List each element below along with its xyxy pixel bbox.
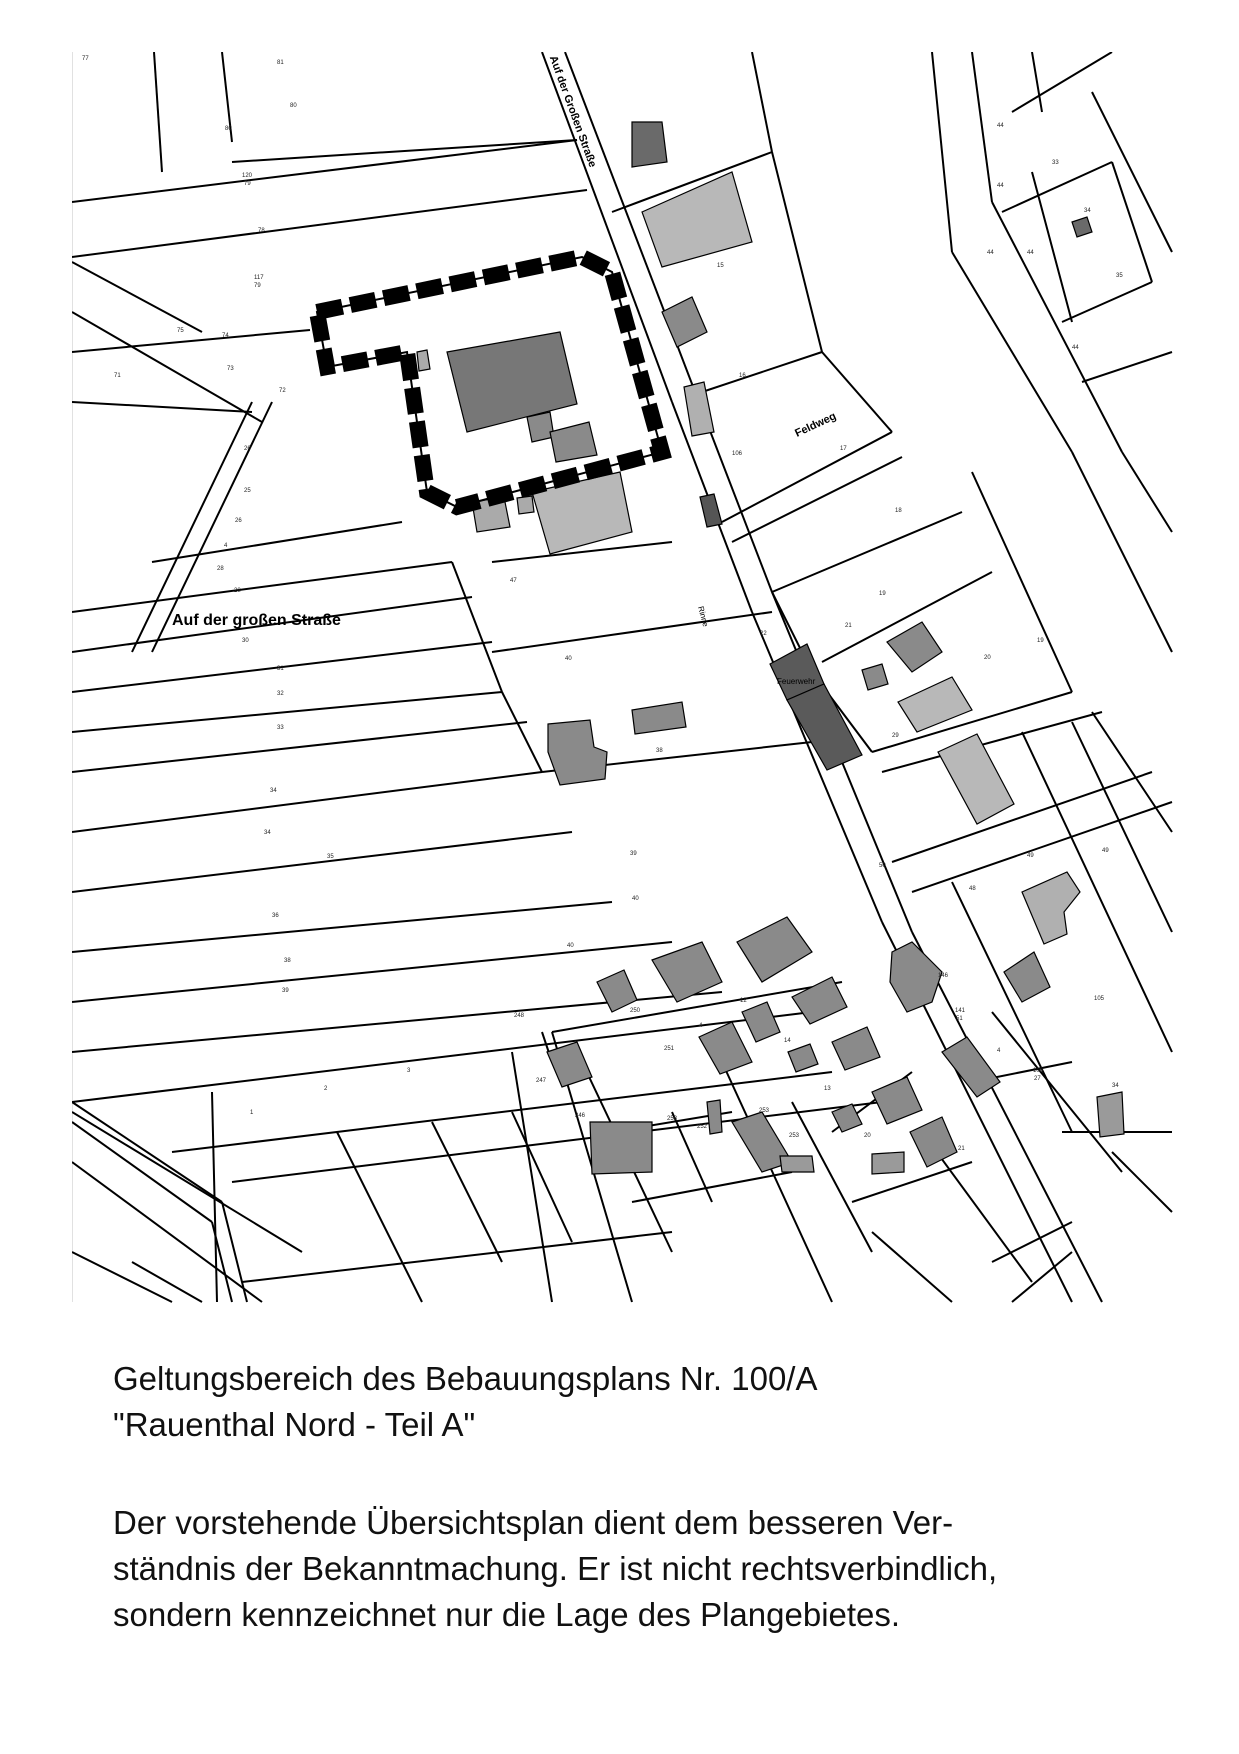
parcel-number: 79 — [254, 283, 261, 289]
parcel-number: 146 — [938, 973, 949, 979]
building — [597, 970, 637, 1012]
main-road — [542, 52, 1102, 1302]
building — [550, 422, 597, 462]
building — [887, 622, 942, 672]
parcel-number: 4 — [997, 1048, 1001, 1054]
parcel-number: 44 — [997, 183, 1004, 189]
parcel-number: 33 — [277, 725, 284, 731]
parcel-number: 1 — [250, 1110, 254, 1116]
parcel-number: 44 — [1072, 345, 1079, 351]
plan-disclaimer — [113, 1500, 1173, 1638]
building — [1072, 217, 1092, 237]
building — [872, 1152, 904, 1174]
parcel-number: 16 — [739, 373, 746, 379]
plan-title-line2: "Rauenthal Nord - Teil A" — [113, 1406, 476, 1443]
parcel-number: 106 — [732, 451, 743, 457]
building — [662, 297, 707, 347]
parcel-number: 38 — [284, 958, 291, 964]
parcel-number: 40 — [632, 896, 639, 902]
parcel-number: 28 — [234, 588, 241, 594]
parcel-number: 105 — [1094, 996, 1105, 1002]
parcel-number: 38 — [656, 748, 663, 754]
parcel-number: 75 — [177, 328, 184, 334]
parcel-number: 19 — [1037, 638, 1044, 644]
street-label-north: Auf der Großen Straße — [546, 54, 599, 170]
parcel-number: 30 — [242, 638, 249, 644]
building — [417, 350, 430, 371]
parcel-number: 44 — [987, 250, 994, 256]
parcel-number: 34 — [270, 788, 277, 794]
parcel-number: 120 — [242, 173, 253, 179]
parcel-number: 14 — [784, 1038, 791, 1044]
parcel-number: 2 — [324, 1086, 328, 1092]
parcel-number: 20 — [864, 1133, 871, 1139]
parcel-number: 258 — [667, 1116, 678, 1122]
parcel-number: 39 — [630, 851, 637, 857]
parcel-number: 77 — [82, 56, 89, 62]
parcel-number: 81 — [277, 60, 284, 66]
parcel-number: 74 — [222, 333, 229, 339]
parcel-number: 253 — [789, 1133, 800, 1139]
building — [700, 494, 722, 527]
street-label-feldweg: Feldweg — [793, 410, 839, 440]
parcel-number: 72 — [279, 388, 286, 394]
feldweg — [722, 432, 902, 542]
parcel-number: 17 — [840, 446, 847, 452]
parcel-number: 13 — [824, 1086, 831, 1092]
parcel-number: 51 — [956, 1016, 963, 1022]
parcel-number: 34 — [264, 830, 271, 836]
building — [780, 1156, 814, 1172]
parcel-number: 40 — [567, 943, 574, 949]
building — [898, 677, 972, 732]
building — [547, 1042, 592, 1087]
plan-title — [113, 1356, 1173, 1448]
parcel-number: 49 — [1027, 853, 1034, 859]
parcel-number: 26 — [235, 518, 242, 524]
parcel-number: 253 — [759, 1108, 770, 1114]
parcel-number: 44 — [1027, 250, 1034, 256]
building — [532, 472, 632, 554]
parcel-number: 47 — [510, 578, 517, 584]
parcel-number: 49 — [1102, 848, 1109, 854]
parcel-number: 4 — [699, 1023, 703, 1029]
cadastral-map — [72, 52, 1174, 1334]
parcel-number: 35 — [1116, 273, 1123, 279]
disclaimer-line2: ständnis der Bekanntmachung. Er ist nicht rechtsverbindlich, — [113, 1550, 998, 1587]
building — [938, 734, 1014, 824]
building — [642, 172, 752, 267]
building — [910, 1117, 957, 1167]
parcel-number: 40 — [565, 656, 572, 662]
building — [872, 1077, 922, 1124]
parcel-number: 15 — [717, 263, 724, 269]
parcel-number: 80 — [225, 126, 232, 132]
building — [548, 720, 607, 785]
parcel-number: 33 — [1052, 160, 1059, 166]
parcel-number: 141 — [955, 1008, 966, 1014]
building — [788, 1044, 818, 1072]
parcel-number: 28 — [217, 566, 224, 572]
building — [632, 702, 686, 734]
parcel-number: 25 — [244, 488, 251, 494]
parcel-number: 79 — [244, 181, 251, 187]
parcel-number: 50 — [879, 863, 886, 869]
street-label-rinne: Rinne — [696, 605, 711, 628]
parcel-number: 34 — [1112, 1083, 1119, 1089]
west-road — [72, 402, 272, 1302]
parcel-number: 250 — [630, 1008, 641, 1014]
building — [517, 496, 534, 514]
parcel-number: 106 — [1033, 1068, 1044, 1074]
building — [737, 917, 812, 982]
parcel-number: 252 — [697, 1124, 708, 1130]
building — [742, 1002, 780, 1042]
building — [890, 942, 942, 1012]
building — [787, 684, 862, 770]
parcel-number: 3 — [407, 1068, 411, 1074]
parcel-number: 248 — [514, 1013, 525, 1019]
parcel-number: 31 — [277, 666, 284, 672]
parcel-number: 44 — [997, 123, 1004, 129]
building — [1097, 1092, 1124, 1137]
parcel-number: 117 — [254, 275, 264, 281]
parcel-number: 34 — [1084, 208, 1091, 214]
parcel-number: 18 — [895, 508, 902, 514]
parcel-number: 78 — [258, 228, 265, 234]
building — [707, 1100, 722, 1134]
building — [632, 122, 667, 167]
parcel-number: 246 — [575, 1113, 586, 1119]
parcel-number: 247 — [536, 1078, 547, 1084]
parcel-number: 73 — [227, 366, 234, 372]
parcel-number: 29 — [892, 733, 899, 739]
building — [699, 1022, 752, 1074]
building-label-feuerwehr: Feuerwehr — [777, 677, 816, 686]
building — [942, 1037, 1000, 1097]
parcel-number: 32 — [277, 691, 284, 697]
building — [792, 977, 847, 1024]
parcel-number: 21 — [845, 623, 852, 629]
parcel-number: 21 — [958, 1146, 965, 1152]
building — [1022, 872, 1080, 944]
building — [447, 332, 577, 432]
disclaimer-line1: Der vorstehende Übersichtsplan dient dem besseren Ver- — [113, 1504, 954, 1541]
street-label-main: Auf der großen Straße — [172, 612, 341, 629]
parcel-number: 71 — [114, 373, 121, 379]
building — [590, 1122, 652, 1174]
disclaimer-line3: sondern kennzeichnet nur die Lage des Plangebietes. — [113, 1596, 901, 1633]
parcel-number: 12 — [740, 998, 747, 1004]
building — [1004, 952, 1050, 1002]
parcel-number: 251 — [664, 1046, 675, 1052]
building — [832, 1027, 880, 1070]
parcel-number: 26 — [244, 446, 251, 452]
parcel-number: 19 — [879, 591, 886, 597]
parcel-number: 22 — [760, 631, 767, 637]
parcel-number: 27 — [1034, 1076, 1041, 1082]
parcel-number: 48 — [969, 886, 976, 892]
parcel-number: 80 — [290, 103, 297, 109]
parcel-number: 39 — [282, 988, 289, 994]
parcel-number: 4 — [224, 543, 228, 549]
parcel-number: 36 — [272, 913, 279, 919]
plan-title-line1: Geltungsbereich des Bebauungsplans Nr. 100/A — [113, 1360, 818, 1397]
building — [527, 412, 554, 442]
parcel-number: 20 — [984, 655, 991, 661]
building — [862, 664, 888, 690]
parcel-number: 35 — [327, 854, 334, 860]
